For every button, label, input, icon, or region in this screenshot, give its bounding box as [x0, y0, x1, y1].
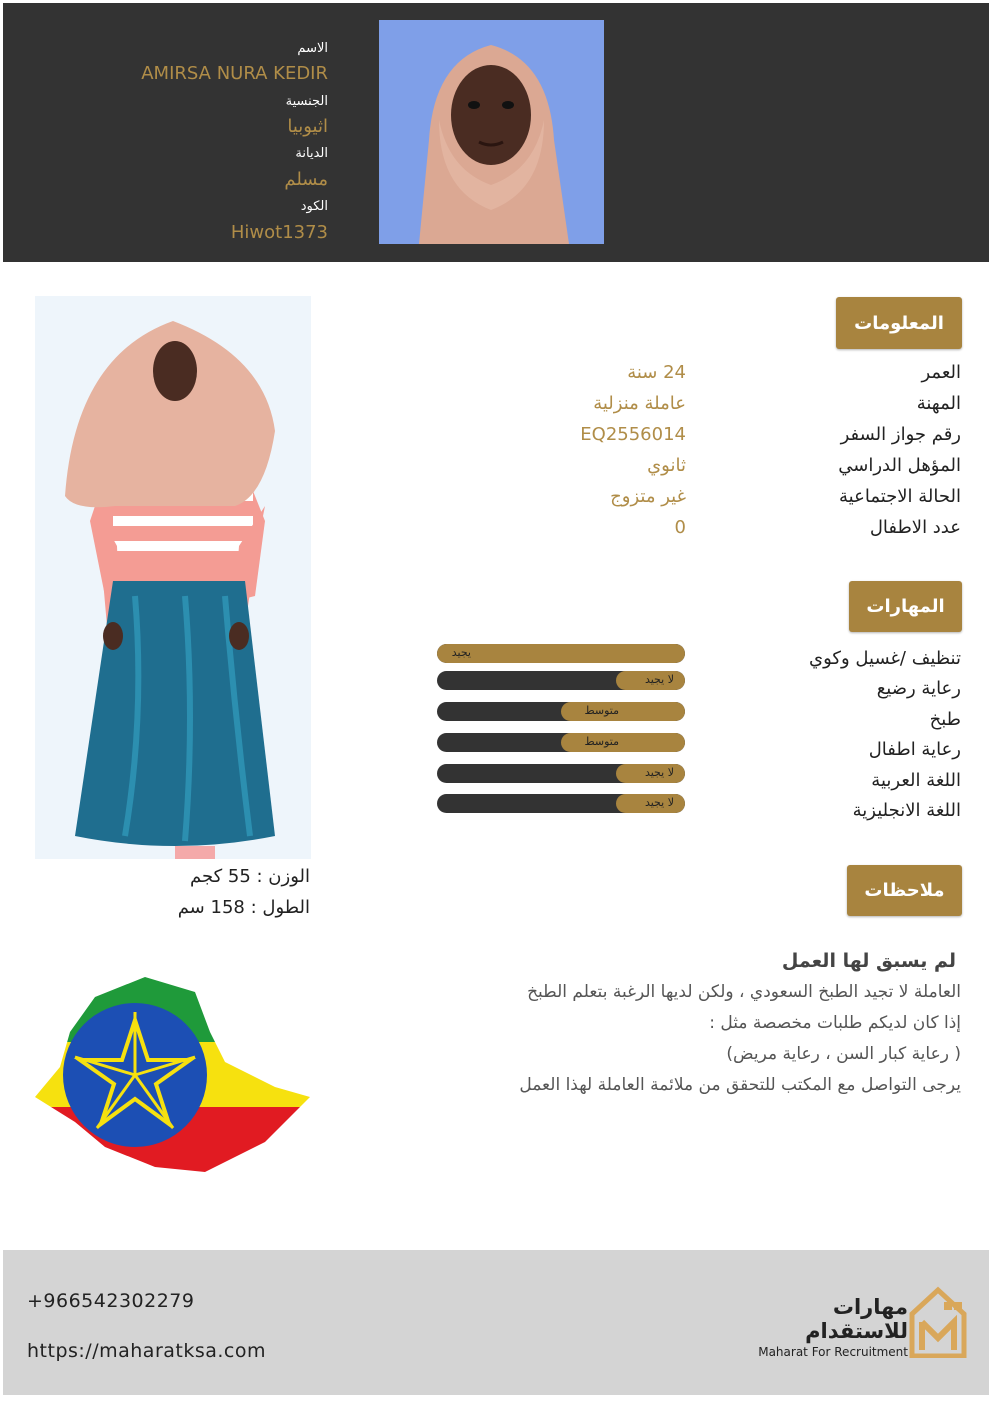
info-label: المهنة: [916, 393, 961, 414]
name-label: الاسم: [297, 41, 328, 56]
skill-level-fill: [561, 733, 685, 752]
info-section-title: المعلومات: [836, 297, 962, 349]
skill-level-bar: [437, 733, 685, 752]
info-value: غير متزوج: [610, 486, 686, 507]
house-logo-icon: [908, 1286, 968, 1358]
footer: [3, 1250, 989, 1395]
note-line: العاملة لا تجيد الطبخ السعودي ، ولكن لديها الرغبة بتعلم الطبخ: [527, 982, 961, 1002]
skill-level-text: لا يجيد: [644, 766, 674, 779]
info-label: رقم جواز السفر: [840, 424, 961, 445]
info-value: 24 سنة: [627, 362, 686, 383]
logo-english: Maharat For Recruitment: [758, 1345, 908, 1359]
religion-value: مسلم: [284, 169, 328, 190]
ethiopia-flag-map: [35, 972, 311, 1172]
skill-level-bar: [437, 644, 685, 663]
skill-label: اللغة الانجليزية: [852, 800, 961, 821]
skill-label: رعاية اطفال: [868, 739, 961, 760]
notes-heading: لم يسبق لها العمل: [781, 950, 956, 972]
skill-level-bar: [437, 764, 685, 783]
skill-label: طبخ: [929, 709, 961, 730]
phone-number[interactable]: +966542302279: [27, 1290, 195, 1312]
note-line: يرجى التواصل مع المكتب للتحقق من ملائمة العاملة لهذا العمل: [519, 1075, 961, 1095]
skill-level-bar: [437, 702, 685, 721]
info-value: ثانوي: [647, 455, 686, 476]
note-line: إذا كان لديكم طلبات مخصصة مثل :: [709, 1013, 961, 1033]
religion-label: الديانة: [295, 146, 328, 161]
full-body-photo: [35, 296, 311, 859]
code-label: الكود: [300, 199, 328, 214]
skill-label: اللغة العربية: [871, 770, 961, 791]
skill-label: تنظيف /غسيل وكوي: [809, 648, 961, 669]
skill-level-fill: [437, 644, 685, 663]
info-label: العمر: [921, 362, 961, 383]
worker-name: AMIRSA NURA KEDIR: [141, 63, 328, 84]
skill-level-fill: [561, 702, 685, 721]
skill-level-bar: [437, 671, 685, 690]
skill-level-text: لا يجيد: [644, 796, 674, 809]
company-logo-text: [743, 1295, 908, 1359]
skills-section-title: المهارات: [849, 581, 962, 632]
portrait-photo: [379, 20, 604, 244]
notes-section-title: ملاحظات: [847, 865, 962, 916]
skill-level-text: متوسط: [584, 735, 619, 748]
height: الطول : 158 سم: [177, 897, 310, 918]
info-label: الحالة الاجتماعية: [839, 486, 961, 507]
skill-level-text: متوسط: [584, 704, 619, 717]
skill-level-text: لا يجيد: [644, 673, 674, 686]
info-value: عاملة منزلية: [593, 393, 686, 414]
weight: الوزن : 55 كجم: [190, 866, 310, 887]
info-label: عدد الاطفال: [869, 517, 961, 538]
skill-label: رعاية رضيع: [876, 678, 961, 699]
note-line: ( رعاية كبار السن ، رعاية مريض): [726, 1044, 961, 1064]
nationality-label: الجنسية: [285, 94, 328, 109]
nationality-value: اثيوبيا: [287, 116, 328, 137]
info-label: المؤهل الدراسي: [838, 455, 961, 476]
code-value: Hiwot1373: [230, 222, 328, 243]
info-value: EQ2556014: [580, 424, 686, 445]
logo-arabic: مهارات للاستقدام: [805, 1295, 908, 1343]
skill-level-bar: [437, 794, 685, 813]
info-value: 0: [674, 517, 686, 538]
website-link[interactable]: https://maharatksa.com: [27, 1340, 267, 1362]
skill-level-text: يجيد: [451, 646, 471, 659]
